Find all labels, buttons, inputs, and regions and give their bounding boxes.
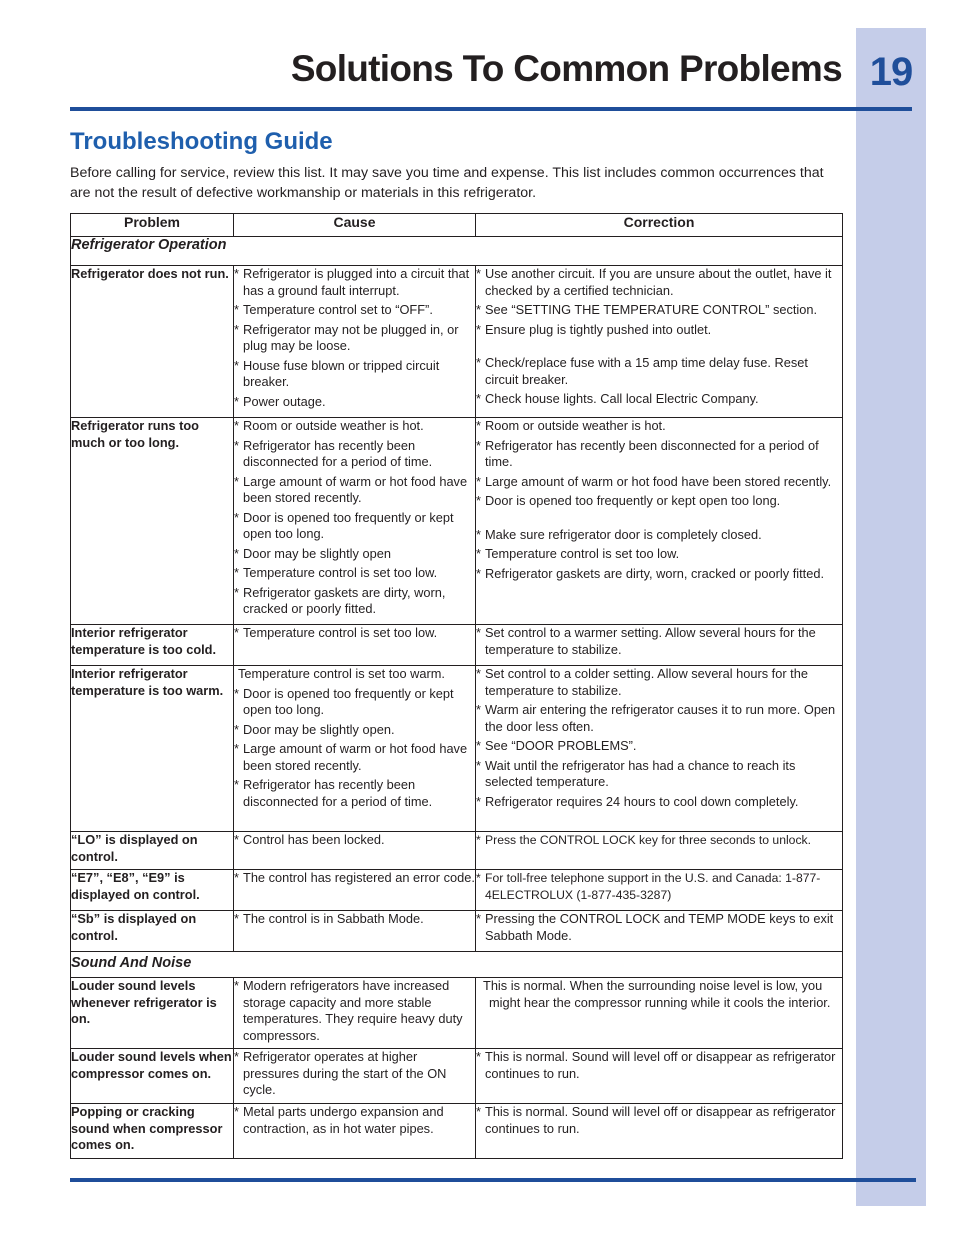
cause-cell <box>234 625 476 666</box>
cause-item: * Large amount of warm or hot food have been stored recently. <box>234 741 475 774</box>
cause-item: * Refrigerator is plugged into a circuit that has a ground fault interrupt. <box>234 266 475 299</box>
cause-item: Temperature control is set too warm. <box>238 666 445 681</box>
correction-item: * Refrigerator gaskets are dirty, worn, cracked or poorly fitted. <box>476 566 842 583</box>
cause-cell <box>234 1049 476 1104</box>
table-row <box>71 870 843 911</box>
table-row <box>71 978 843 1049</box>
page-title: Solutions To Common Problems <box>290 48 842 89</box>
section-title-sound-and-noise: Sound And Noise <box>71 952 843 978</box>
cause-item: * Control has been locked. <box>234 832 475 849</box>
side-tab <box>856 28 926 1206</box>
correction-item: * Door is opened too frequently or kept open too long. <box>476 493 842 510</box>
intro-paragraph: Before calling for service, review this list. It may save you time and expense. This list includes common occurrences that are not the result of defective workmanship or materials in this refrigerator. <box>70 165 824 201</box>
table-row <box>71 418 843 625</box>
correction-item: * This is normal. Sound will level off or disappear as refrigerator continues to run. <box>476 1104 842 1137</box>
correction-cell <box>476 832 843 870</box>
table-row <box>71 266 843 418</box>
cause-item: * Refrigerator may not be plugged in, or plug may be loose. <box>234 322 475 355</box>
problem-cell: Interior refrigerator temperature is too cold. <box>71 625 234 666</box>
cause-item: * House fuse blown or tripped circuit breaker. <box>234 358 475 391</box>
cause-item: * Refrigerator has recently been disconnected for a period of time. <box>234 438 475 471</box>
correction-item: * Warm air entering the refrigerator causes it to run more. Open the door less often. <box>476 702 842 735</box>
table-row <box>71 625 843 666</box>
correction-item: This is normal. When the surrounding noise level is low, you might hear the compressor running while it cools the interior. <box>483 978 831 1010</box>
correction-cell <box>476 870 843 911</box>
correction-item: * Refrigerator requires 24 hours to cool down completely. <box>476 794 842 811</box>
correction-item: * Pressing the CONTROL LOCK and TEMP MODE keys to exit Sabbath Mode. <box>476 911 842 944</box>
cause-item: * Refrigerator gaskets are dirty, worn, cracked or poorly fitted. <box>234 585 475 618</box>
cause-item: * Temperature control set to “OFF”. <box>234 302 475 319</box>
problem-cell: Refrigerator does not run. <box>71 266 234 418</box>
header-rule <box>70 107 912 111</box>
cause-item: * The control is in Sabbath Mode. <box>234 911 475 928</box>
correction-cell <box>476 266 843 418</box>
cause-item: * Temperature control is set too low. <box>234 565 475 582</box>
correction-item: * Set control to a warmer setting. Allow several hours for the temperature to stabilize. <box>476 625 842 658</box>
problem-cell: “E7”, “E8”, “E9” is displayed on control. <box>71 870 234 911</box>
cause-cell <box>234 1104 476 1159</box>
cause-item: * Door is opened too frequently or kept open too long. <box>234 510 475 543</box>
correction-item: * See “DOOR PROBLEMS”. <box>476 738 842 755</box>
cause-cell <box>234 870 476 911</box>
troubleshooting-table <box>70 213 843 1159</box>
correction-item: * This is normal. Sound will level off or disappear as refrigerator continues to run. <box>476 1049 842 1082</box>
table-row <box>71 911 843 952</box>
correction-cell <box>476 625 843 666</box>
section-title: Troubleshooting Guide <box>70 128 333 155</box>
section-row <box>71 237 843 266</box>
correction-cell <box>476 1104 843 1159</box>
correction-item: * Room or outside weather is hot. <box>476 418 842 435</box>
correction-item: * Wait until the refrigerator has had a chance to reach its selected temperature. <box>476 758 842 791</box>
table-row <box>71 666 843 832</box>
table-row <box>71 1049 843 1104</box>
problem-cell: Refrigerator runs too much or too long. <box>71 418 234 625</box>
cause-item: * Power outage. <box>234 394 475 411</box>
footer-rule <box>70 1178 916 1182</box>
correction-item: * Temperature control is set too low. <box>476 546 842 563</box>
cause-item: * Metal parts undergo expansion and contraction, as in hot water pipes. <box>234 1104 475 1137</box>
correction-item: * Press the CONTROL LOCK key for three seconds to unlock. <box>476 832 842 849</box>
problem-cell: “LO” is displayed on control. <box>71 832 234 870</box>
cause-item: * The control has registered an error code. <box>234 870 475 887</box>
correction-item: * Check/replace fuse with a 15 amp time delay fuse. Reset circuit breaker. <box>476 355 842 388</box>
cause-cell <box>234 666 476 832</box>
correction-cell <box>476 1049 843 1104</box>
cause-item: * Modern refrigerators have increased storage capacity and more stable temperatures. They require heavy duty compressors. <box>234 978 475 1044</box>
correction-item: * Large amount of warm or hot food have been stored recently. <box>476 474 842 491</box>
cause-cell <box>234 266 476 418</box>
cause-item: * Door may be slightly open. <box>234 722 475 739</box>
header-cause: Cause <box>234 214 476 237</box>
cause-item: * Large amount of warm or hot food have been stored recently. <box>234 474 475 507</box>
header-problem: Problem <box>71 214 234 237</box>
cause-item: * Room or outside weather is hot. <box>234 418 475 435</box>
table-row <box>71 1104 843 1159</box>
cause-item: * Refrigerator operates at higher pressures during the start of the ON cycle. <box>234 1049 475 1099</box>
correction-item: * Refrigerator has recently been disconnected for a period of time. <box>476 438 842 471</box>
cause-item: * Door may be slightly open <box>234 546 475 563</box>
correction-item: * See “SETTING THE TEMPERATURE CONTROL” section. <box>476 302 842 319</box>
problem-cell: “Sb” is displayed on control. <box>71 911 234 952</box>
correction-item: * Use another circuit. If you are unsure about the outlet, have it checked by a certified technician. <box>476 266 842 299</box>
correction-item: * Make sure refrigerator door is completely closed. <box>476 527 842 544</box>
cause-cell <box>234 911 476 952</box>
section-row <box>71 952 843 978</box>
correction-cell <box>476 911 843 952</box>
cause-item: * Refrigerator has recently been disconnected for a period of time. <box>234 777 475 810</box>
cause-item: * Door is opened too frequently or kept open too long. <box>234 686 475 719</box>
table-row <box>71 832 843 870</box>
problem-cell: Interior refrigerator temperature is too warm. <box>71 666 234 832</box>
correction-item: * Set control to a colder setting. Allow several hours for the temperature to stabilize. <box>476 666 842 699</box>
correction-cell <box>476 666 843 832</box>
correction-item: * Check house lights. Call local Electric Company. <box>476 391 842 408</box>
cause-cell <box>234 832 476 870</box>
page-number: 19 <box>869 50 913 94</box>
header-correction: Correction <box>476 214 843 237</box>
table-header-row <box>71 214 843 237</box>
correction-item: * Ensure plug is tightly pushed into outlet. <box>476 322 842 339</box>
problem-cell: Louder sound levels whenever refrigerator is on. <box>71 978 234 1049</box>
correction-cell <box>476 978 843 1049</box>
problem-cell: Popping or cracking sound when compressor comes on. <box>71 1104 234 1159</box>
correction-cell <box>476 418 843 625</box>
problem-cell: Louder sound levels when compressor comes on. <box>71 1049 234 1104</box>
cause-cell <box>234 978 476 1049</box>
cause-item: * Temperature control is set too low. <box>234 625 475 642</box>
correction-item: * For toll-free telephone support in the U.S. and Canada: 1-877-4ELECTROLUX (1-877-435-3287) <box>476 870 842 903</box>
section-title-refrigerator-operation: Refrigerator Operation <box>71 237 843 266</box>
cause-cell <box>234 418 476 625</box>
